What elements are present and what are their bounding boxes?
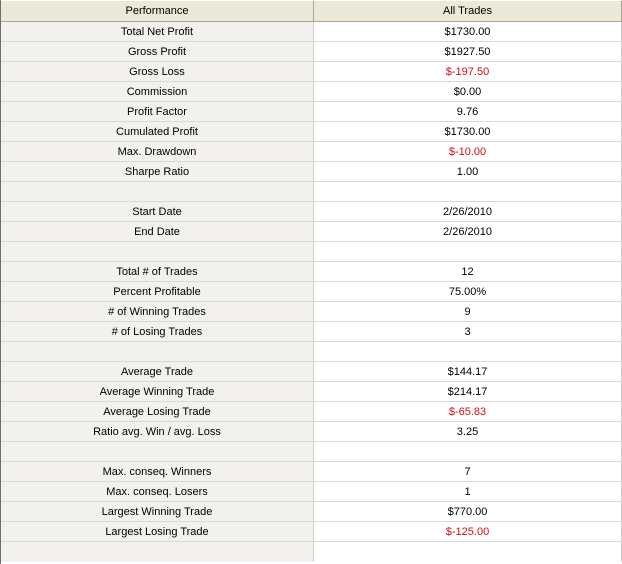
table-row[interactable] bbox=[1, 82, 622, 102]
metric-value bbox=[314, 182, 622, 201]
metric-label: Commission bbox=[1, 82, 314, 101]
table-row[interactable] bbox=[1, 102, 622, 122]
empty-value-cell bbox=[314, 542, 622, 562]
metric-label: Ratio avg. Win / avg. Loss bbox=[1, 422, 314, 441]
metric-value bbox=[314, 442, 622, 461]
table-row[interactable] bbox=[1, 422, 622, 442]
metric-label: End Date bbox=[1, 222, 314, 241]
metric-value: 9.76 bbox=[314, 102, 622, 121]
metric-label: Gross Profit bbox=[1, 42, 314, 61]
metric-label: # of Losing Trades bbox=[1, 322, 314, 341]
metric-label: Profit Factor bbox=[1, 102, 314, 121]
empty-grid-area bbox=[1, 542, 622, 562]
metric-value: $-65.83 bbox=[314, 402, 622, 421]
table-row[interactable] bbox=[1, 62, 622, 82]
table-row[interactable] bbox=[1, 482, 622, 502]
empty-label-cell bbox=[1, 542, 314, 562]
metric-value: $0.00 bbox=[314, 82, 622, 101]
column-header-performance[interactable]: Performance bbox=[1, 1, 314, 21]
metric-label: Gross Loss bbox=[1, 62, 314, 81]
metric-label bbox=[1, 342, 314, 361]
metric-label: Total Net Profit bbox=[1, 22, 314, 41]
metric-value: $-10.00 bbox=[314, 142, 622, 161]
metric-label: Total # of Trades bbox=[1, 262, 314, 281]
table-row[interactable] bbox=[1, 342, 622, 362]
metric-label: Sharpe Ratio bbox=[1, 162, 314, 181]
column-header-all-trades[interactable]: All Trades bbox=[314, 1, 622, 21]
metric-value: 1.00 bbox=[314, 162, 622, 181]
metric-value: 9 bbox=[314, 302, 622, 321]
metric-value: $1927.50 bbox=[314, 42, 622, 61]
metric-value: 2/26/2010 bbox=[314, 202, 622, 221]
metric-value: $1730.00 bbox=[314, 122, 622, 141]
table-row[interactable] bbox=[1, 322, 622, 342]
table-row[interactable] bbox=[1, 142, 622, 162]
metric-label: # of Winning Trades bbox=[1, 302, 314, 321]
metric-label: Max. Drawdown bbox=[1, 142, 314, 161]
metric-value: 12 bbox=[314, 262, 622, 281]
metric-value bbox=[314, 342, 622, 361]
metric-value: $-125.00 bbox=[314, 522, 622, 541]
table-row[interactable] bbox=[1, 502, 622, 522]
metric-value: 2/26/2010 bbox=[314, 222, 622, 241]
metric-value: $1730.00 bbox=[314, 22, 622, 41]
metric-label: Max. conseq. Losers bbox=[1, 482, 314, 501]
table-row[interactable] bbox=[1, 522, 622, 542]
metric-label: Average Winning Trade bbox=[1, 382, 314, 401]
metric-label: Average Losing Trade bbox=[1, 402, 314, 421]
table-row[interactable] bbox=[1, 362, 622, 382]
table-row[interactable] bbox=[1, 22, 622, 42]
table-row[interactable] bbox=[1, 202, 622, 222]
metric-value: 75.00% bbox=[314, 282, 622, 301]
table-row[interactable] bbox=[1, 222, 622, 242]
metric-label: Start Date bbox=[1, 202, 314, 221]
metric-label bbox=[1, 182, 314, 201]
table-row[interactable] bbox=[1, 282, 622, 302]
metric-value: $144.17 bbox=[314, 362, 622, 381]
table-row[interactable] bbox=[1, 42, 622, 62]
table-row[interactable] bbox=[1, 462, 622, 482]
metric-label: Percent Profitable bbox=[1, 282, 314, 301]
metric-label: Max. conseq. Winners bbox=[1, 462, 314, 481]
metric-value: 3.25 bbox=[314, 422, 622, 441]
metric-label: Cumulated Profit bbox=[1, 122, 314, 141]
metric-value bbox=[314, 242, 622, 261]
table-row[interactable] bbox=[1, 262, 622, 282]
table-row[interactable] bbox=[1, 162, 622, 182]
metric-label: Average Trade bbox=[1, 362, 314, 381]
grid-header bbox=[1, 0, 622, 22]
metric-value: 1 bbox=[314, 482, 622, 501]
metric-label: Largest Losing Trade bbox=[1, 522, 314, 541]
table-row[interactable] bbox=[1, 122, 622, 142]
grid-rows bbox=[1, 22, 622, 562]
metric-value: $214.17 bbox=[314, 382, 622, 401]
metric-value: $-197.50 bbox=[314, 62, 622, 81]
table-row[interactable] bbox=[1, 402, 622, 422]
table-row[interactable] bbox=[1, 442, 622, 462]
metric-value: $770.00 bbox=[314, 502, 622, 521]
table-row[interactable] bbox=[1, 182, 622, 202]
table-row[interactable] bbox=[1, 302, 622, 322]
metric-label bbox=[1, 442, 314, 461]
metric-label: Largest Winning Trade bbox=[1, 502, 314, 521]
table-row[interactable] bbox=[1, 242, 622, 262]
metric-label bbox=[1, 242, 314, 261]
metric-value: 7 bbox=[314, 462, 622, 481]
metric-value: 3 bbox=[314, 322, 622, 341]
table-row[interactable] bbox=[1, 382, 622, 402]
